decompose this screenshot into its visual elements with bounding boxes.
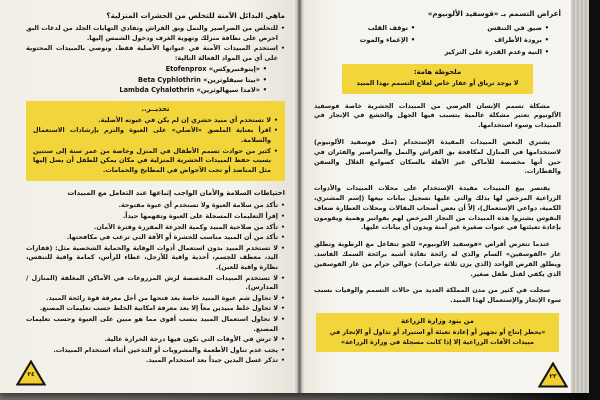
ministry-box-text: «يحظر إنتاج أو تجهيز أو إعادة تعبئة أو استيراد أو تداول أو الإتجار في مبيدات الآفات الزراعية إلا إذا كانت مسجلة في وزارة الزراعة» (329, 327, 546, 346)
safety-item: • لا تحاول خلط مبيدين معاً إلا بعد معرفة امكانية الخلط حسب تعليمات المصنع. (26, 304, 285, 314)
page-number-right: ٢٣ (549, 373, 557, 380)
paragraph: مشكلة تسمم الإنسان العرضي من المبيدات الحشرية خاصة فوسفيد الألونيوم تعتبر مشكلة عالمية يتسبب فيها الجهل والجشع في الإتجار في المبيدات وسوء استخدامها. (314, 101, 561, 130)
safety-item: • لا تحاول شم عبوة المبيد خاصة بعد فتحها من أجل معرفة قوة رائحة المبيد. (26, 294, 285, 304)
safety-item: • تأكد من صلاحية المبيد وكمية الجرعة المقررة وفترة الأمان. (26, 223, 285, 233)
paragraph: سجلت في كثير من مدن المملكة العديد من حالات التسمم والوفيات بسبب سوء الإتجار والإستعمال لهذا المبيد. (314, 286, 561, 305)
paragraph: يقتصر بيع المبيدات مقيدة الإستخدام على محلات المبيدات والأدوات الزراعية المرخص لها بذلك والتي عليها تسجيل بيانات بيعها (إسم المشتري، الكمية، دواعي الإستعمال)، إلاّ أن بعض أصحاب البقالات ومحلات العطارة ضعاف النفوس يشتروا هذه المبيدات من التجار المرخص لهم بفواتير وهمية ويقومون بإعادة تعبئتها في عبوات صغيرة غير آمنة وبدون أي بيانات عليها. (314, 184, 561, 232)
safety-item: • إقرأ التعليمات المسجلة على العبوة وتفهمها جيداً. (26, 212, 285, 222)
symptom-item: • ضيق في التنفس (415, 22, 549, 34)
note-box-text: لا يوجد ترياق أو عقار خاص لعلاج التسمم بهذا المبيد (356, 79, 519, 87)
page-right (306, 0, 571, 393)
safety-item: • يجب عدم تناول الأطعمة والمشروبات أو التدخين أثناء استخدام المبيدات. (26, 346, 285, 356)
symptom-item: • توقف القلب (314, 22, 415, 34)
warning-item: • لا تستخدم أي مبيد حشري إن لم يكن في عبوته الأصلية. (33, 116, 278, 126)
safety-item: • تأكد من سلامة العبوة ولا تستخدم أي عبوة مفتوحة. (26, 201, 285, 211)
safety-item: • تأكد من أن المبيد مناسب للحشرة أو الآفة التي ترغب في مكافحتها. (26, 233, 285, 243)
warning-box (26, 101, 285, 182)
warning-item: • كثير من حوادث تسمم الأطفال في المنزل وخاصة من عمر سنة إلى سنتين بسبب حفظ المبيدات الحشرية المنزلية في مكان يمكن للطفل أن يصل إليها مثل المناضد أو تحت الأحواض في المطابخ والحمامات. (33, 147, 278, 176)
photo-background-edge (588, 0, 600, 400)
paragraph: يشتري البعض المبيدات المقيدة الإستخدام (مثل فوسفيد الألونيوم) لاستخدامها في المنازل لمكافحة بق الفراش والنمل والصراصير والفئران في حين أنها مخصصة للأماكن غير الآهلة بالسكان كصوامع الغلال والسفن والقطارات. (314, 137, 561, 176)
page-number-marker-left (16, 360, 46, 386)
warning-box-title: تحذيــر.. (141, 104, 170, 113)
warning-item: • اقرأ بعناية الملصق «الأصلي» على العبوة والتزم بإرشادات الاستعمال والسلامة. (33, 126, 278, 145)
safety-item: • لا تحاول استعمال المبيد بنسب أقوى مما هو مبين على العبوة وحسب تعليمات المصنع. (26, 315, 285, 334)
page-number-marker-right (538, 362, 568, 388)
ministry-box-title: من بنود وزارة الزراعة (400, 316, 474, 325)
important-note-box (342, 64, 533, 94)
book-spine-shadow (293, 0, 306, 393)
symptoms-list (314, 22, 549, 58)
ministry-regulation-box (316, 313, 559, 352)
paragraph: عندما تتعرض أقراص «فوسفيد الألونيوم» للجو تتفاعل مع الرطوبة وتطلق غاز «الفوسفين» السام والذي له رائحة نفاذة أشبه برائحة السمك الفاسد. ويطلق القرص الواحد (الذي يزن ثلاثة جرامات) حوالي جرام من غاز الفوسفين الذي يكفي لقتل طفل صغير. (314, 240, 561, 278)
intro-bullet: • استخدم المبيدات الآمنة في عبواتها الأصلية فقط، ونوصي بالمبيدات المحتوية على أي من المواد الفعالة التالية: (26, 44, 285, 63)
safety-section-heading: احتياطات السلامة والأمان الواجب إتباعها عند التعامل مع المبيدات (67, 189, 285, 198)
active-ingredients-list (26, 64, 267, 96)
symptom-item: • الإغماء والموت (314, 34, 415, 46)
active-ingredient-item: • «لامدا سيهالوثرين» Lambda Cyhalothrin (26, 85, 267, 96)
safety-item: • لا تستخدم المبيدات المخصصة لرش المزروعات في الأماكن المغلقة (المنازل / المدارس). (26, 274, 285, 293)
active-ingredient-item: • «بيتا سيفلوثرين» Beta Cyphlothrin (26, 75, 267, 86)
safety-item: • لا ترش في الأوقات التي تكون فيها درجة الحرارة عالية. (26, 335, 285, 345)
safety-item: • تذكر غسل اليدين جيداً بعد استخدام المبيد. (26, 356, 285, 366)
active-ingredient-item: • «إيتوفنبروكس» Etofenprox (26, 64, 267, 75)
intro-bullet: • للتخلص من الصراصير والنمل وبق الفراش وتفادي التهابات الجلد من لدغات البق احرص على نظافة منزلك وتهوية الغرف ودخول الشمس إليها. (26, 24, 285, 43)
note-box-title: ملحوظة هامة: (413, 68, 462, 76)
symptom-item: • التيه وعدم القدرة على التركيز (415, 46, 549, 58)
right-page-title: أعراض التسمم بـ «فوسفيد الألونيوم» (427, 9, 561, 18)
page-edges (571, 0, 589, 393)
left-page-title: ماهي البدائل الآمنة للتخلص من الحشرات المنزلية؟ (106, 11, 285, 20)
page-left (0, 0, 293, 393)
safety-item: • لا تستخدم المبيد بدون استعمال أدوات الوقاية والحماية الشخصية مثل: (قفازات اليد، معطف للجسم، أحذية واقية للأرجل، غطاء للرأس، كمامة واقية للتنفس، نظارة واقية للعين). (26, 244, 285, 273)
symptom-item: • برودة الأطراف (415, 34, 549, 46)
page-number-left: ٢٤ (27, 371, 35, 378)
